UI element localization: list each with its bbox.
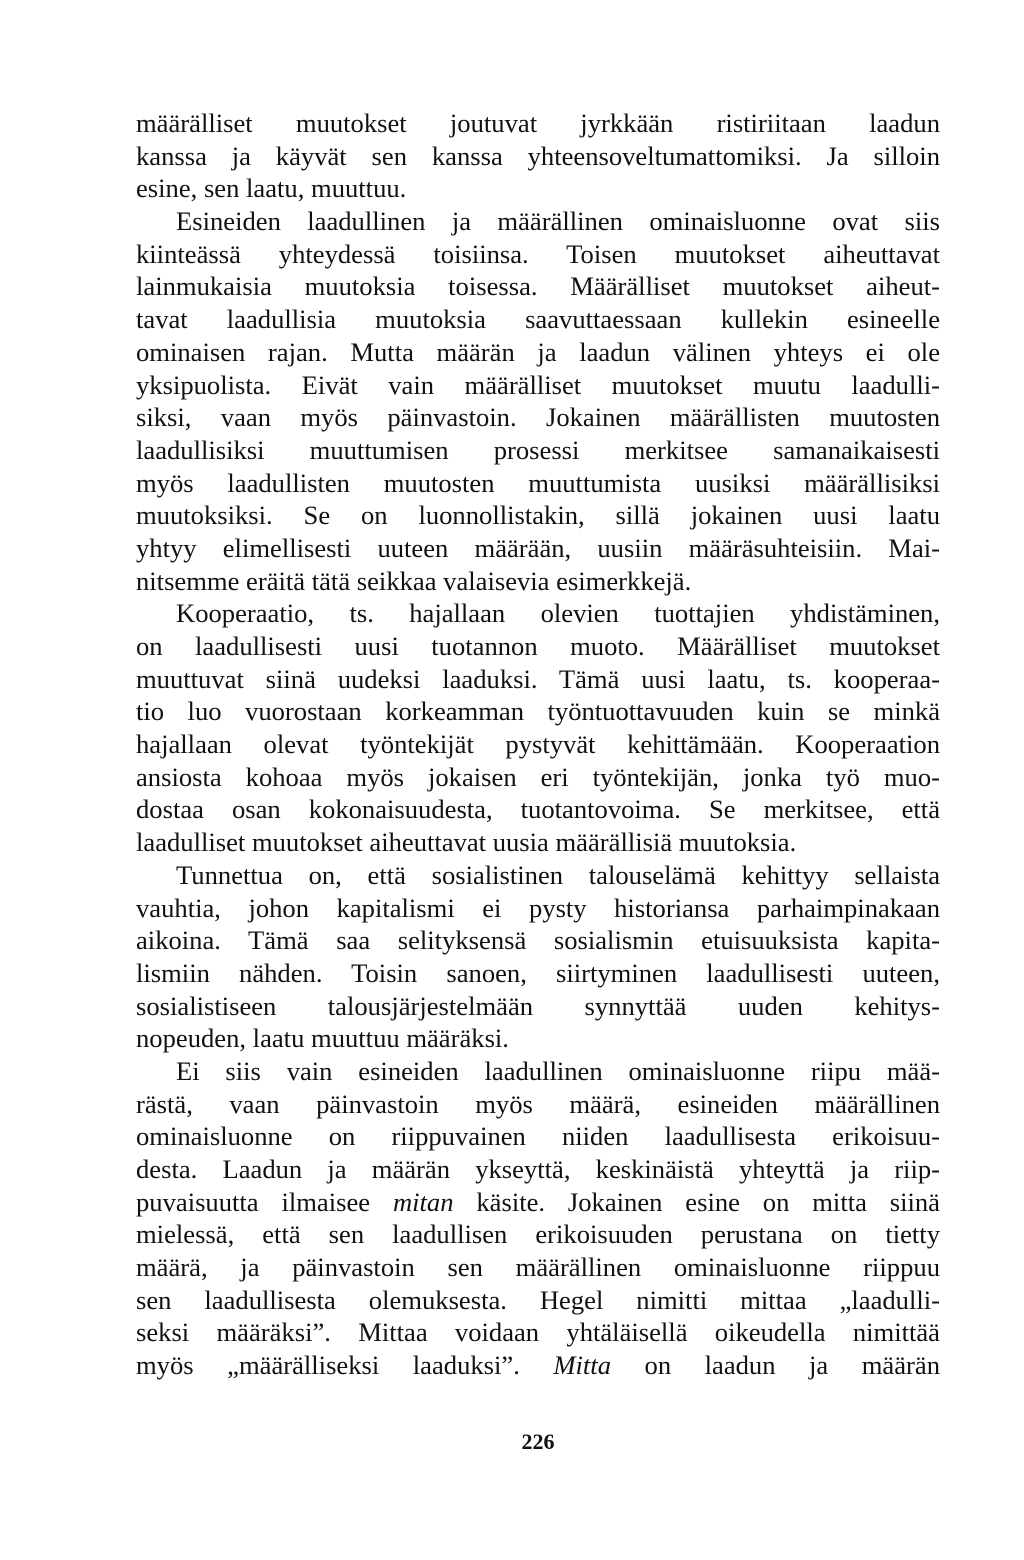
text-line: mielessä, että sen laadullisen erikoisuuden perustana on tietty [136, 1219, 940, 1250]
text-line: kiinteässä yhteydessä toisiinsa. Toisen muutokset aiheuttavat [136, 238, 940, 269]
emphasis: mitan [392, 1186, 454, 1217]
text-line: lismiin nähden. Toisin sanoen, siirtyminen laadullisesti uuteen, [136, 957, 940, 988]
text-line: laadulliset muutokset aiheuttavat uusia määrällisiä muutoksia. [136, 827, 797, 858]
text-line: lainmukaisia muutoksia toisessa. Määrälliset muutokset aiheut- [136, 271, 940, 302]
page-number: 226 [521, 1429, 555, 1454]
text-line: esine, sen laatu, muuttuu. [136, 173, 407, 204]
text-line: myös laadullisten muutosten muuttumista uusiksi määrällisiksi [136, 467, 940, 498]
paragraph [136, 1055, 940, 1382]
text-line: hajallaan olevat työntekijät pystyvät kehittämään. Kooperaation [136, 729, 940, 760]
text-line: vauhtia, johon kapitalismi ei pysty historiansa parhaimpinakaan [136, 892, 940, 923]
text-line: sosialistiseen talousjärjestelmään synnyttää uuden kehitys- [136, 990, 940, 1021]
text-line: tio luo vuorostaan korkeamman työntuottavuuden kuin se minkä [136, 696, 940, 727]
text-line: ominaisluonne on riippuvainen niiden laadullisesta erikoisuu- [136, 1121, 940, 1152]
text-line: kanssa ja käyvät sen kanssa yhteensoveltumattomiksi. Ja silloin [136, 140, 940, 171]
emphasis: Mitta [553, 1350, 611, 1381]
text-line: nopeuden, laatu muuttuu määräksi. [136, 1023, 509, 1054]
paragraph [136, 859, 940, 1055]
text-line: on laadullisesti uusi tuotannon muoto. Määrälliset muutokset [136, 631, 940, 661]
text-line: myös „määrälliseksi laaduksi”. Mitta on laadun ja määrän [136, 1350, 940, 1381]
text-line: ominaisen rajan. Mutta määrän ja laadun välinen yhteys ei ole [136, 336, 940, 367]
paragraph [136, 597, 940, 859]
text-line: Kooperaatio, ts. hajallaan olevien tuottajien yhdistäminen, [176, 598, 940, 629]
book-page [136, 107, 940, 1507]
text-line: nitsemme eräitä tätä seikkaa valaisevia esimerkkejä. [136, 565, 692, 596]
text-line: siksi, vaan myös päinvastoin. Jokainen määrällisten muutosten [136, 402, 940, 433]
paragraph [136, 107, 940, 205]
body-text [136, 107, 940, 1382]
text-line: seksi määräksi”. Mittaa voidaan yhtäläisellä oikeudella nimittää [136, 1317, 940, 1348]
text-line: dostaa osan kokonaisuudesta, tuotantovoima. Se merkitsee, että [136, 794, 940, 825]
text-line: laadullisiksi muuttumisen prosessi merkitsee samanaikaisesti [136, 434, 940, 465]
text-line: sen laadullisesta olemuksesta. Hegel nimitti mittaa „laadulli- [136, 1284, 940, 1315]
text-line: Ei siis vain esineiden laadullinen ominaisluonne riipu mää- [176, 1055, 940, 1086]
text-line: Esineiden laadullinen ja määrällinen ominaisluonne ovat siis [176, 206, 940, 237]
text-line: yhtyy elimellisesti uuteen määrään, uusiin määräsuhteisiin. Mai- [136, 532, 940, 563]
text-line: Tunnettua on, että sosialistinen talouselämä kehittyy sellaista [176, 859, 940, 890]
text-line: määrälliset muutokset joutuvat jyrkkään ristiriitaan laadun [136, 108, 940, 138]
text-line: muutoksiksi. Se on luonnollistakin, sillä jokainen uusi laatu [136, 500, 940, 531]
text-line: rästä, vaan päinvastoin myös määrä, esineiden määrällinen [136, 1088, 940, 1119]
text-line: ansiosta kohoaa myös jokaisen eri työntekijän, jonka työ muo- [136, 761, 940, 792]
text-line: määrä, ja päinvastoin sen määrällinen ominaisluonne riippuu [136, 1252, 940, 1283]
paragraph [136, 205, 940, 597]
text-line: yksipuolista. Eivät vain määrälliset muutokset muutu laadulli- [136, 369, 940, 400]
text-line: desta. Laadun ja määrän ykseyttä, keskinäistä yhteyttä ja riip- [136, 1154, 940, 1184]
text-line: tavat laadullisia muutoksia saavuttaessaan kullekin esineelle [136, 304, 940, 335]
text-line: puvaisuutta ilmaisee mitan käsite. Jokainen esine on mitta siinä [136, 1186, 940, 1217]
text-line: aikoina. Tämä saa selityksensä sosialismin etuisuuksista kapita- [136, 925, 940, 956]
text-line: muuttuvat siinä uudeksi laaduksi. Tämä uusi laatu, ts. kooperaa- [136, 663, 940, 694]
